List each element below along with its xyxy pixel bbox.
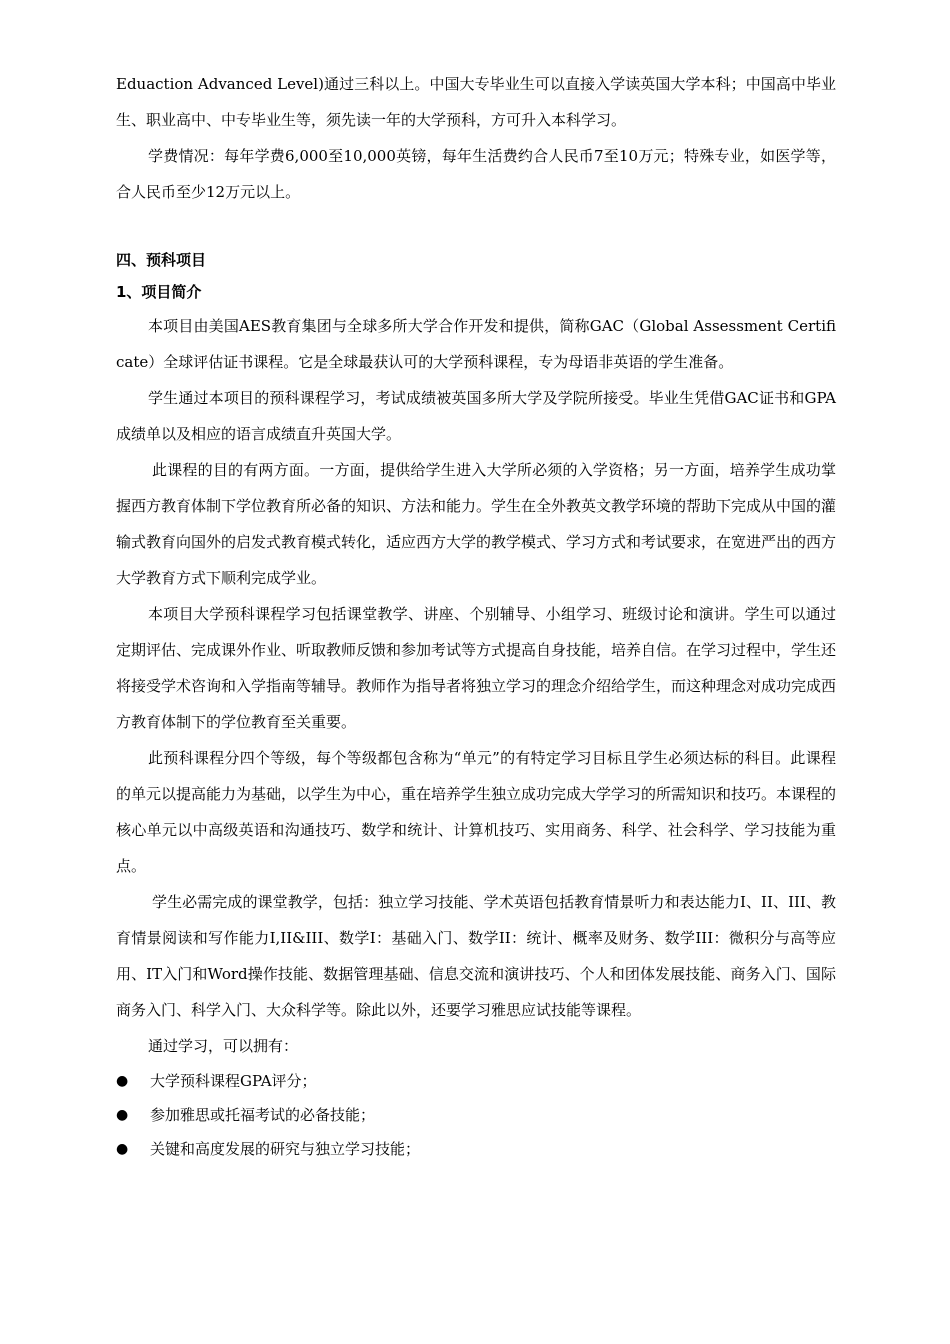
body-paragraph: 通过学习，可以拥有： bbox=[148, 1037, 299, 1055]
body-paragraph: 本项目由美国AES教育集团与全球多所大学合作开发和提供，简称GAC（Global Assessment Certificate）全球评估证书课程。它是全球最获认可的大学预科课程，专为母语非英语的学生准备。 bbox=[116, 317, 836, 371]
body-paragraph: 本项目大学预科课程学习包括课堂教学、讲座、个别辅导、小组学习、班级讨论和演讲。学生可以通过定期评估、完成课外作业、听取教师反馈和参加考试等方式提高自身技能，培养自信。在学习过程中，学生还将接受学术咨询和入学指南等辅导。教师作为指导者将独立学习的理念介绍给学生，而这种理念对成功完成西方教育体制下的学位教育至关重要。 bbox=[116, 605, 837, 731]
list-item bbox=[116, 1132, 836, 1166]
intro-paragraph: Eduaction Advanced Level)通过三科以上。中国大专毕业生可以直接入学读英国大学本科；中国高中毕业生、职业高中、中专毕业生等，须先读一年的大学预科，方可升入本科学习。 bbox=[116, 75, 836, 129]
section-title: 四、预科项目 bbox=[116, 251, 207, 269]
document-page bbox=[116, 66, 836, 1166]
body-paragraph: 此课程的目的有两方面。一方面，提供给学生进入大学所必须的入学资格；另一方面，培养学生成功掌握西方教育体制下学位教育所必备的知识、方法和能力。学生在全外教英文教学环境的帮助下完成从中国的灌输式教育向国外的启发式教育模式转化，适应西方大学的教学模式、学习方式和考试要求，在宽进严出的西方大学教育方式下顺利完成学业。 bbox=[116, 461, 837, 587]
list-item bbox=[116, 1064, 836, 1098]
body-paragraph: 学生通过本项目的预科课程学习，考试成绩被英国多所大学及学院所接受。毕业生凭借GAC证书和GPA成绩单以及相应的语言成绩直升英国大学。 bbox=[116, 389, 836, 443]
bullet-icon: ● bbox=[116, 1073, 129, 1089]
body-paragraph: 学生必需完成的课堂教学，包括：独立学习技能、学术英语包括教育情景听力和表达能力I、II、III、教育情景阅读和写作能力I,II&III、数学I：基础入门、数学II：统计、概率及财务、数学III：微积分与高等应用、IT入门和Word操作技能、数据管理基础、信息交流和演讲技巧、个人和团体发展技能、商务入门、国际商务入门、科学入门、大众科学等。除此以外，还要学习雅思应试技能等课程。 bbox=[116, 893, 836, 1019]
section-spacer bbox=[116, 210, 836, 244]
benefits-list bbox=[116, 1064, 836, 1166]
list-item-text: 大学预科课程GPA评分； bbox=[150, 1072, 317, 1090]
list-item bbox=[116, 1098, 836, 1132]
list-item-text: 关键和高度发展的研究与独立学习技能； bbox=[150, 1140, 421, 1158]
section-subtitle: 1、项目简介 bbox=[116, 283, 202, 301]
tuition-paragraph: 学费情况：每年学费6,000至10,000英镑，每年生活费约合人民币7至10万元；特殊专业，如医学等，合人民币至少12万元以上。 bbox=[116, 147, 836, 201]
bullet-icon: ● bbox=[116, 1141, 129, 1157]
bullet-icon: ● bbox=[116, 1107, 129, 1123]
list-item-text: 参加雅思或托福考试的必备技能； bbox=[150, 1106, 376, 1124]
body-paragraph: 此预科课程分四个等级，每个等级都包含称为“单元”的有特定学习目标且学生必须达标的科目。此课程的单元以提高能力为基础，以学生为中心，重在培养学生独立成功完成大学学习的所需知识和技巧。本课程的核心单元以中高级英语和沟通技巧、数学和统计、计算机技巧、实用商务、科学、社会科学、学习技能为重点。 bbox=[116, 749, 837, 875]
